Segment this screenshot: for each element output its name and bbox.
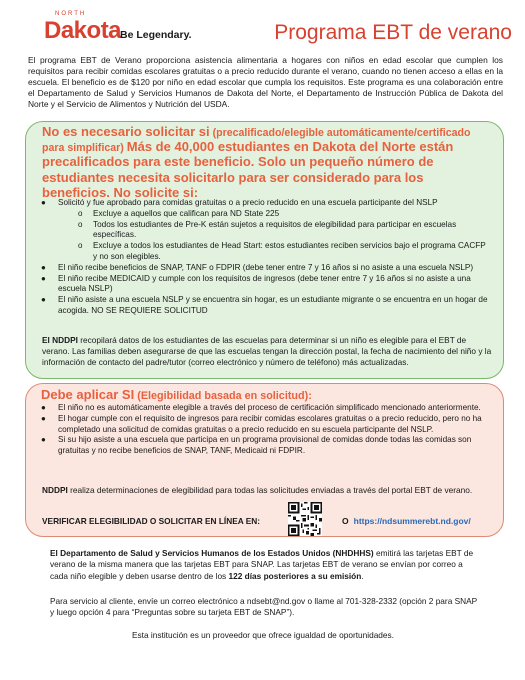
no-apply-footer: El NDDPI recopilará datos de los estudiantes de las escuelas para determinar si un niño es elegible para el EBT de verano. Las familias deben asegurarse de que las escuelas tengan la dirección postal, la fecha de nacimiento del niño y la información de contacto del padre/tutor (correo electrónico y número de teléfono) más actualizadas. [42, 335, 492, 367]
sub-list-item: o Excluye a todos los estudiantes de Head Start: estos estudiantes reciben servicios bajo el programa CACFP y no son elegibles. [78, 241, 486, 261]
portal-link[interactable]: https://ndsummerebt.nd.gov/ [353, 516, 471, 526]
customer-service-paragraph: Para servicio al cliente, envíe un correo electrónico a ndsebt@nd.gov o llame al 701-328-2332 (opción 2 para SNAP y luego opción 4 para “Preguntas sobre su tarjeta EBT de SNAP”). [50, 596, 478, 618]
verify-eligibility-label: VERIFICAR ELEGIBILIDAD O SOLICITAR EN LÍNEA EN: [42, 516, 261, 526]
list-item: ● El niño recibe MEDICAID y cumple con los requisitos de ingresos (debe tener entre 7 y 16 años si no asiste a una escuela NSLP) [41, 273, 471, 294]
sub-list-item: o Todos los estudiantes de Pre-K están sujetos a requisitos de elegibilidad para participar en escuelas específicas. [78, 219, 457, 240]
must-apply-footer: NDDPI realiza determinaciones de elegibilidad para todas las solicitudes enviadas a través del portal EBT de verano. [42, 485, 473, 495]
no-apply-heading [42, 125, 482, 201]
qr-code-icon[interactable] [288, 502, 322, 536]
list-item: ● Solicitó y fue aprobado para comidas gratuitas o a precio reducido en una escuela participante del NSLP [41, 198, 438, 207]
no-apply-heading-paren: (precalificado/elegible automáticamente/certificado para simplificar) [42, 127, 471, 155]
no-apply-heading-detail: Más de 40,000 estudiantes en Dakota del Norte están precalificados para este beneficio. Solo un pequeño número de estudiantes necesita solicitarlo para ser considerado para los beneficios. No solicite si: [42, 139, 454, 200]
must-apply-heading: Debe aplicar SI (Elegibilidad basada en solicitud): [41, 387, 312, 402]
logo-tagline: Be Legendary. [120, 29, 192, 41]
no-apply-box [25, 121, 504, 379]
header [22, 8, 512, 48]
logo-dakota-text: Dakota [44, 17, 122, 44]
north-dakota-logo [22, 8, 222, 48]
sub-list-item: o Excluye a aquellos que califican para ND State 225 [78, 208, 280, 218]
no-apply-list [34, 198, 489, 317]
logo-north-text: NORTH [55, 11, 87, 17]
list-item: ● El niño no es automáticamente elegible a través del proceso de certificación simplificado mencionado anteriormente. [41, 403, 481, 412]
list-item: ● El niño asiste a una escuela NSLP y se encuentra sin hogar, es un estudiante migrante o se encuentra en un hogar de acogida. NO SE REQUIERE SOLICITUD [41, 295, 488, 315]
must-apply-list [34, 403, 496, 457]
no-apply-heading-main: No es necesario solicitar si [42, 124, 210, 139]
card-issuance-paragraph: El Departamento de Salud y Servicios Humanos de los Estados Unidos (NHDHHS) emitirá las tarjetas EBT de verano de la misma manera que las tarjetas EBT para SNAP. Las tarjetas EBT de verano se envían por correo a cada niño elegible y deben usarse dentro de los 122 días posteriores a su emisión. [50, 548, 474, 581]
must-apply-box [25, 383, 504, 537]
equal-opportunity-statement: Esta institución es un proveedor que ofrece igualdad de oportunidades. [132, 630, 394, 640]
list-item: ● El hogar cumple con el requisito de ingresos para recibir comidas escolares gratuitas o a precio reducido, pero no ha completado una solicitud de comidas gratuitas o a precio reducido en su escuela participante del NSLP. [41, 413, 482, 434]
list-item: ● Si su hijo asiste a una escuela que participa en un programa provisional de comidas donde todas las comidas son gratuitas y no recibe beneficios de SNAP, TANF, Medicaid ni FDPIR. [41, 435, 472, 456]
intro-paragraph: El programa EBT de Verano proporciona asistencia alimentaria a hogares con niños en edad escolar que cumplen los requisitos para recibir comidas escolares gratuitas o a precio reducido durante el verano, cuando no tienen acceso a ellas en la escuela. El beneficio es de $120 por niño en edad escolar que cumpla los requisitos. Este programa es una colaboración entre el Departamento de Salud y Servicios Humanos de Dakota del Norte, el Departamento de Instrucción Pública de Dakota del Norte y el Servicio de Alimentos y Nutrición del USDA. [28, 55, 503, 110]
portal-url: O https://ndsummerebt.nd.gov/ [342, 516, 471, 526]
page-title: Programa EBT de verano [274, 21, 512, 44]
list-item: ● El niño recibe beneficios de SNAP, TANF o FDPIR (debe tener entre 7 y 16 años si no asiste a una escuela NSLP) [41, 262, 474, 272]
